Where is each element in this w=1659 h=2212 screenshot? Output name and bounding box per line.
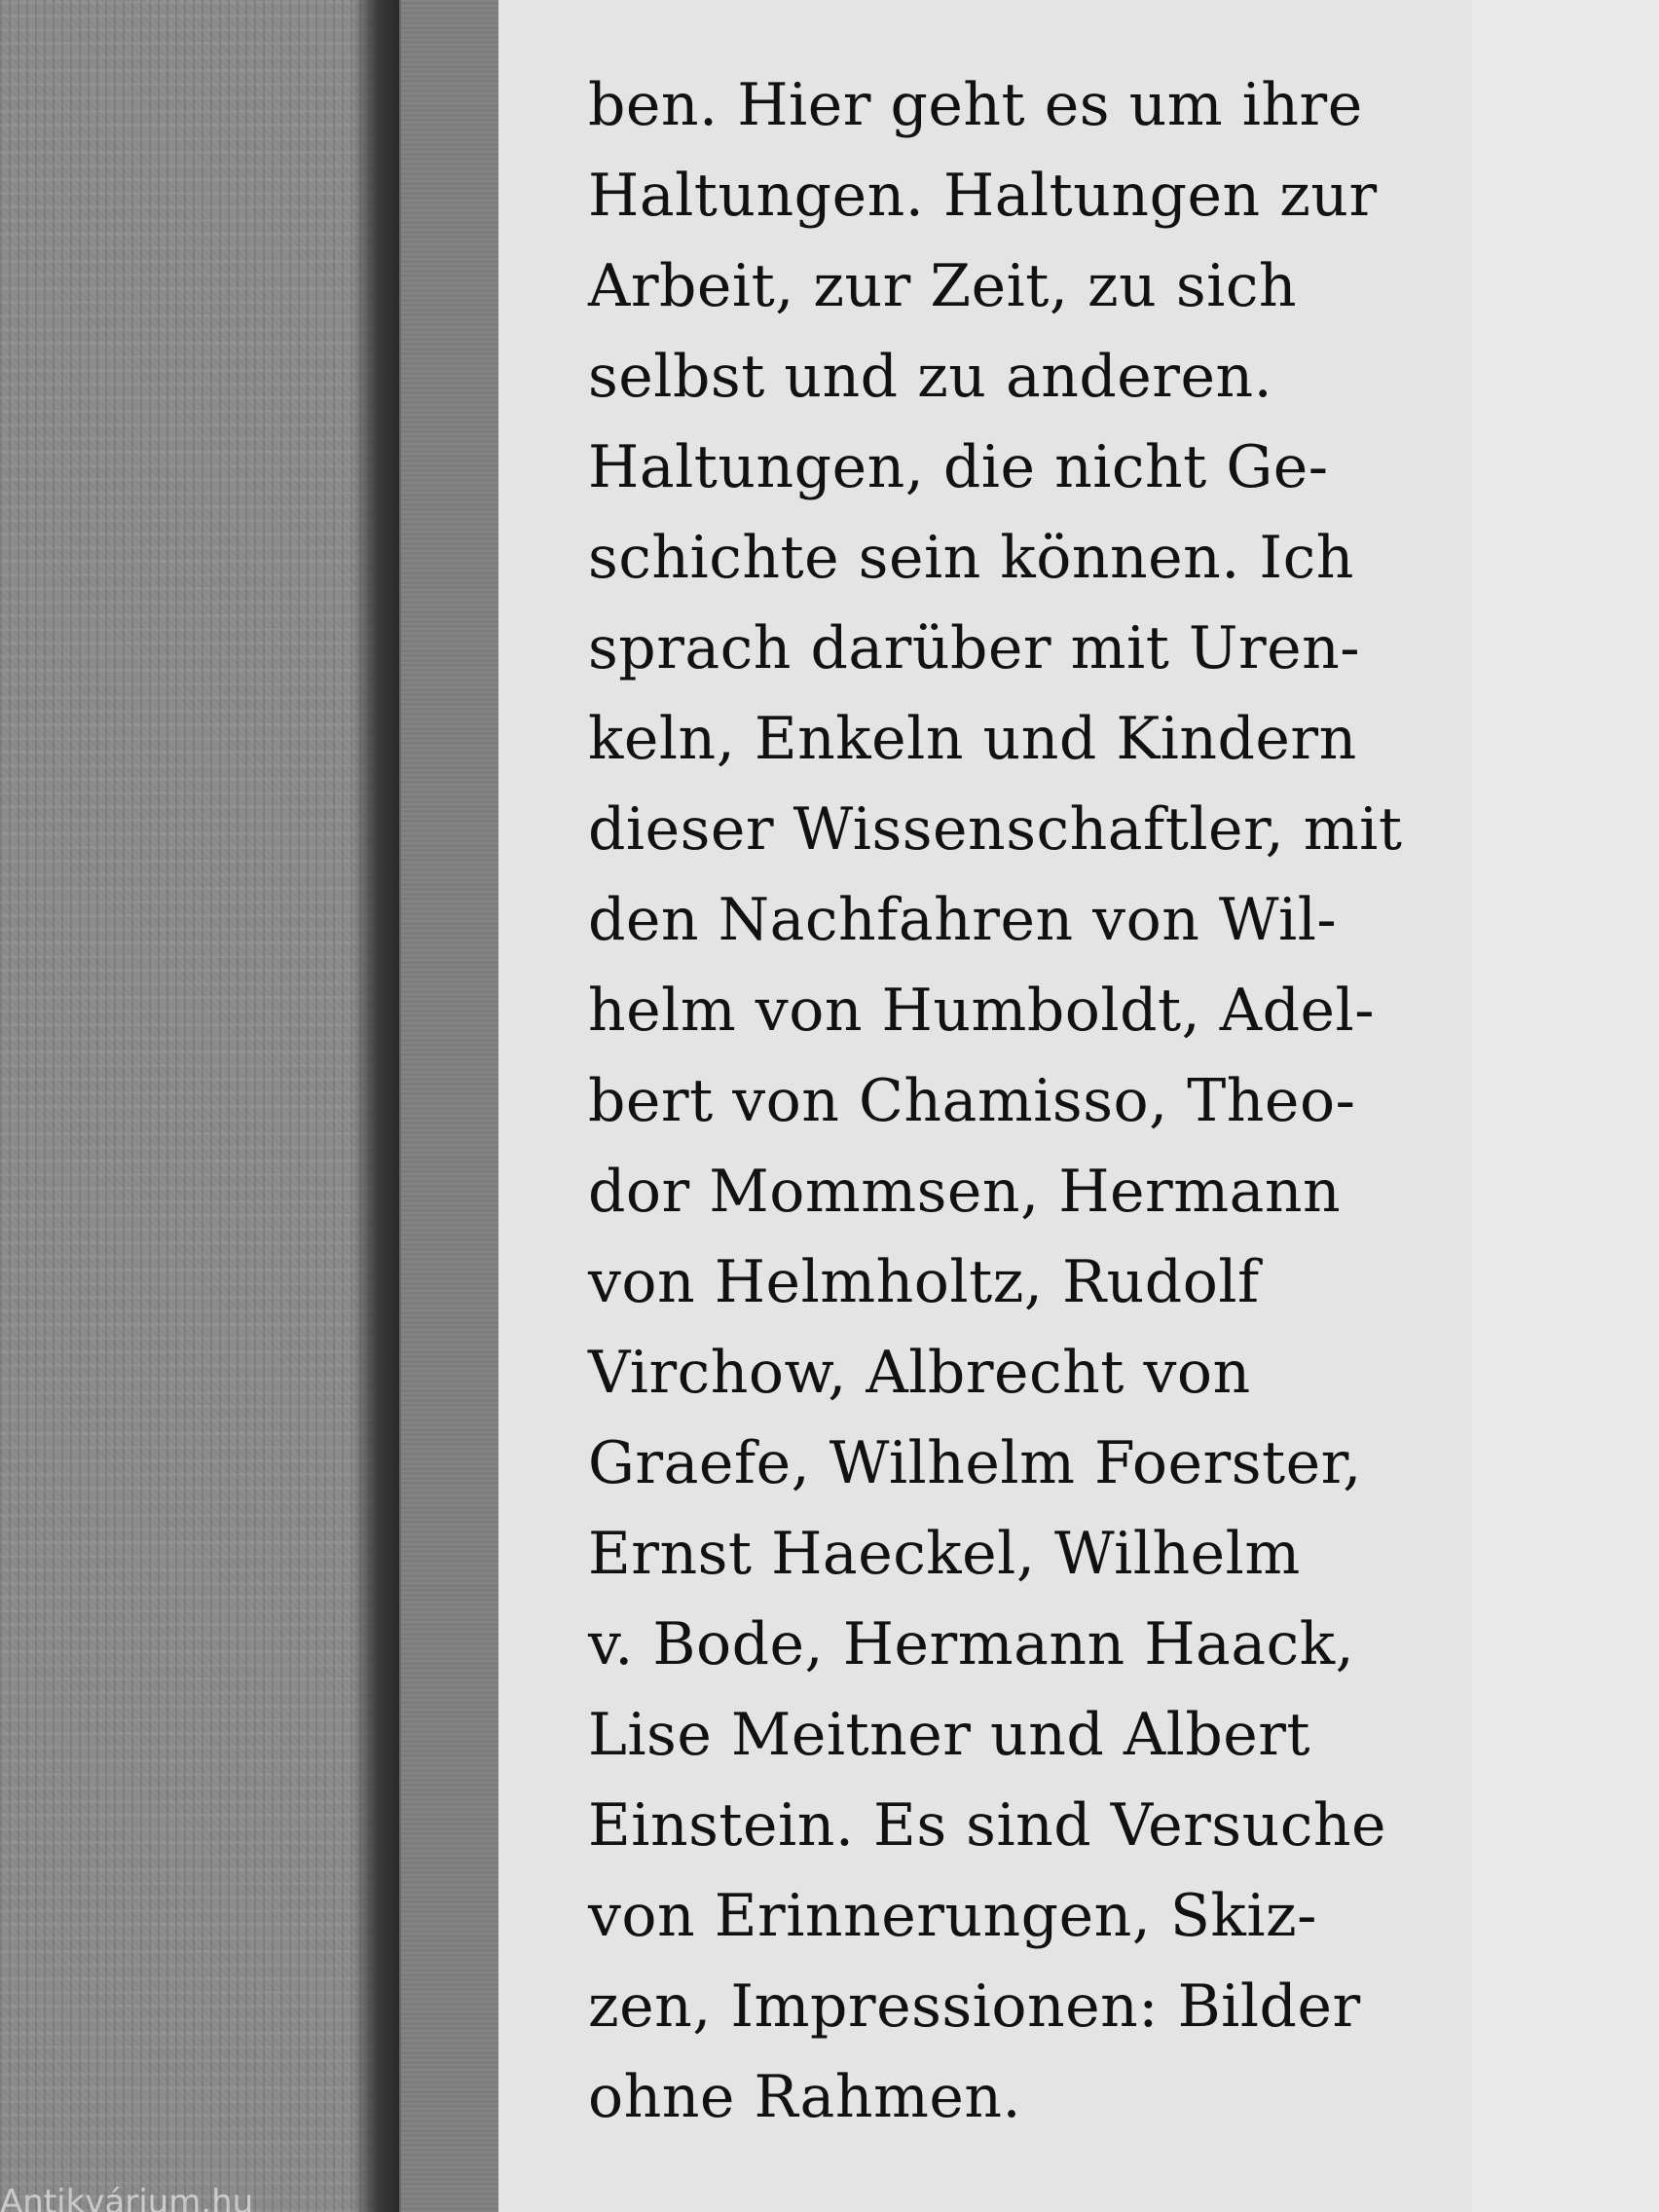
text-line: Graefe, Wilhelm Foerster, — [588, 1429, 1362, 1497]
watermark-text: Antikvárium.hu — [0, 2183, 254, 2212]
page-text-column — [588, 60, 1403, 2143]
text-line: zen, Impressionen: Bilder — [588, 1972, 1361, 2041]
text-line: keln, Enkeln und Kindern — [588, 705, 1357, 773]
text-line: helm von Humboldt, Adel- — [588, 977, 1375, 1045]
text-line: den Nachfahren von Wil- — [588, 886, 1338, 954]
text-line: ben. Hier geht es um ihre — [588, 71, 1363, 139]
text-line: Einstein. Es sind Versuche — [588, 1791, 1386, 1860]
text-line: dor Mommsen, Hermann — [588, 1158, 1342, 1226]
text-line: bert von Chamisso, Theo- — [588, 1067, 1356, 1135]
text-line: Haltungen. Haltungen zur — [588, 162, 1378, 230]
text-line: Ernst Haeckel, Wilhelm — [588, 1520, 1301, 1588]
text-line: schichte sein können. Ich — [588, 524, 1354, 592]
text-line: von Helmholtz, Rudolf — [588, 1248, 1260, 1316]
page-margin — [1472, 0, 1659, 2212]
text-line: sprach darüber mit Uren- — [588, 614, 1361, 682]
text-line: selbst und zu anderen. — [588, 343, 1273, 411]
text-line: dieser Wissenschaftler, mit — [588, 795, 1403, 864]
text-line: von Erinnerungen, Skiz- — [588, 1882, 1317, 1950]
text-line: Arbeit, zur Zeit, zu sich — [588, 252, 1298, 320]
cover-edge-shadow — [352, 0, 399, 2212]
text-line: Lise Meitner und Albert — [588, 1701, 1311, 1769]
text-line: ohne Rahmen. — [588, 2063, 1022, 2131]
text-line: Haltungen, die nicht Ge- — [588, 433, 1329, 501]
book-spine-strip — [399, 0, 500, 2212]
text-line: Virchow, Albrecht von — [588, 1339, 1251, 1407]
book-cover-texture — [0, 0, 382, 2212]
text-line: v. Bode, Hermann Haack, — [588, 1610, 1355, 1678]
